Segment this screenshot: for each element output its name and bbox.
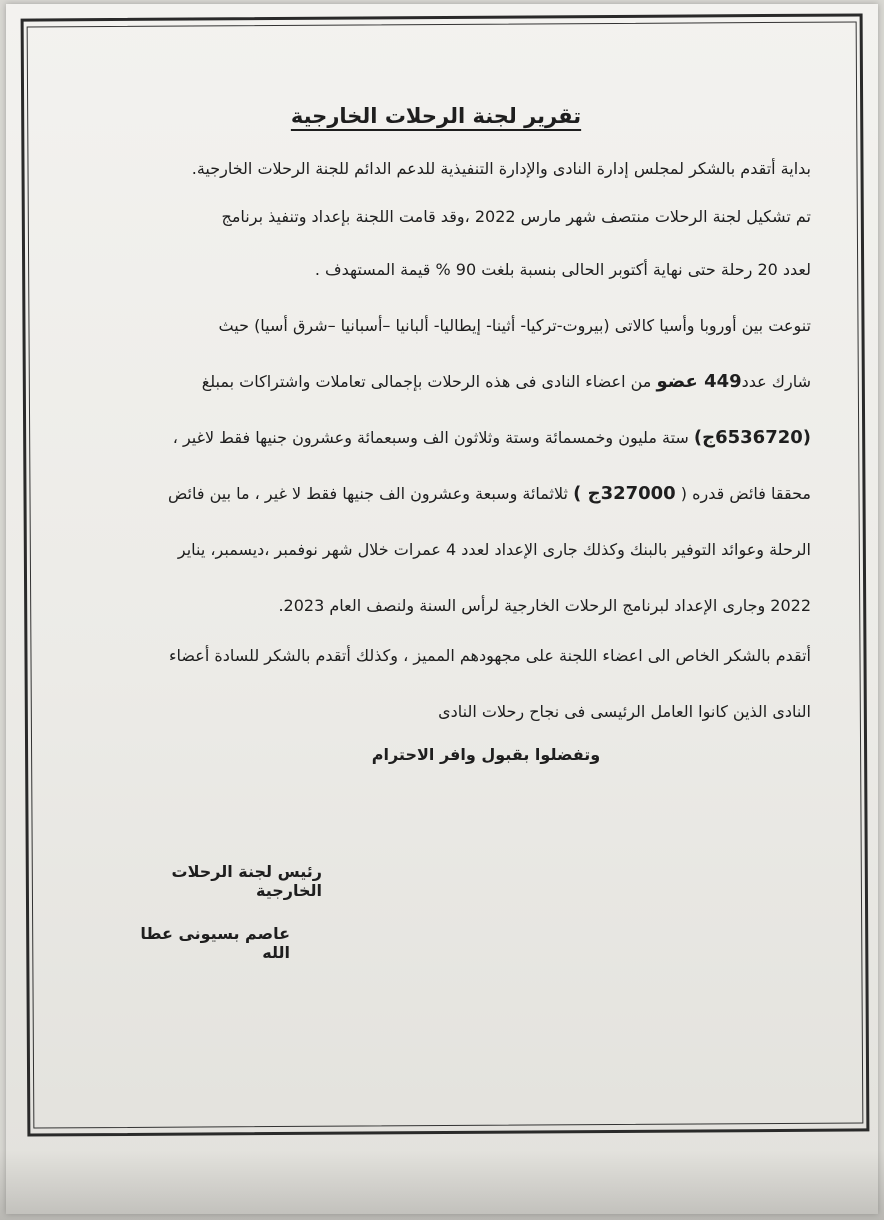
photo-shadow <box>0 1150 884 1220</box>
line5-suffix: من اعضاء النادى فى هذه الرحلات بإجمالى تعاملات واشتراكات بمبلغ <box>201 372 657 391</box>
line7-prefix: محققا فائض قدره ( <box>675 484 811 503</box>
paragraph-line-2: تم تشكيل لجنة الرحلات منتصف شهر مارس 2022 ،وقد قامت اللجنة بإعداد وتنفيذ برنامج <box>221 207 811 226</box>
paragraph-line-5 <box>101 371 811 393</box>
paragraph-line-8: الرحلة وعوائد التوفير بالبنك وكذلك جارى الإعداد لعدد 4 عمرات خلال شهر نوفمبر ،ديسمبر، يناير <box>177 540 811 559</box>
paragraph-line-10: أتقدم بالشكر الخاص الى اعضاء اللجنة على مجهودهم المميز ، وكذلك أتقدم بالشكر للسادة أعضاء <box>169 646 811 665</box>
surplus-amount: 327000ج ) <box>573 483 676 504</box>
member-count: 449 عضو <box>656 371 742 392</box>
paragraph-line-7 <box>101 483 811 505</box>
paragraph-line-1: بداية أتقدم بالشكر لمجلس إدارة النادى والإدارة التنفيذية للدعم الدائم للجنة الرحلات الخارجية. <box>191 159 811 178</box>
line6-text: ستة مليون وخمسمائة وستة وثلاثون الف وسبعمائة وعشرون جنيها فقط لاغير ، <box>172 428 694 447</box>
signature-title: رئيس لجنة الرحلات الخارجية <box>171 862 322 900</box>
signature-name: عاصم بسيونى عطا الله <box>140 924 290 962</box>
report-title: تقرير لجنة الرحلات الخارجية <box>290 104 582 128</box>
closing-salutation: وتفضلوا بقبول وافر الاحترام <box>371 745 601 764</box>
paragraph-line-3: لعدد 20 رحلة حتى نهاية أكتوبر الحالى بنسبة بلغت 90 % قيمة المستهدف . <box>314 260 811 279</box>
line7-suffix: ثلاثمائة وسبعة وعشرون الف جنيها فقط لا غير ، ما بين فائض <box>167 484 574 503</box>
paragraph-line-9: 2022 وجارى الإعداد لبرنامج الرحلات الخارجية لرأس السنة ولنصف العام 2023. <box>278 596 811 615</box>
paragraph-line-11: النادى الذين كانوا العامل الرئيسى فى نجاح رحلات النادى <box>438 702 811 721</box>
paper-sheet <box>6 4 878 1214</box>
paragraph-line-6 <box>101 427 811 449</box>
line5-prefix: شارك عدد <box>741 372 811 391</box>
total-amount: (6536720ج) <box>693 427 811 448</box>
paragraph-line-4: تنوعت بين أوروبا وأسيا كالاتى (بيروت-تركيا- أثينا- إيطاليا- ألبانيا –أسبانيا –شرق أسيا) حيث <box>218 316 811 335</box>
report-body <box>101 104 811 780</box>
